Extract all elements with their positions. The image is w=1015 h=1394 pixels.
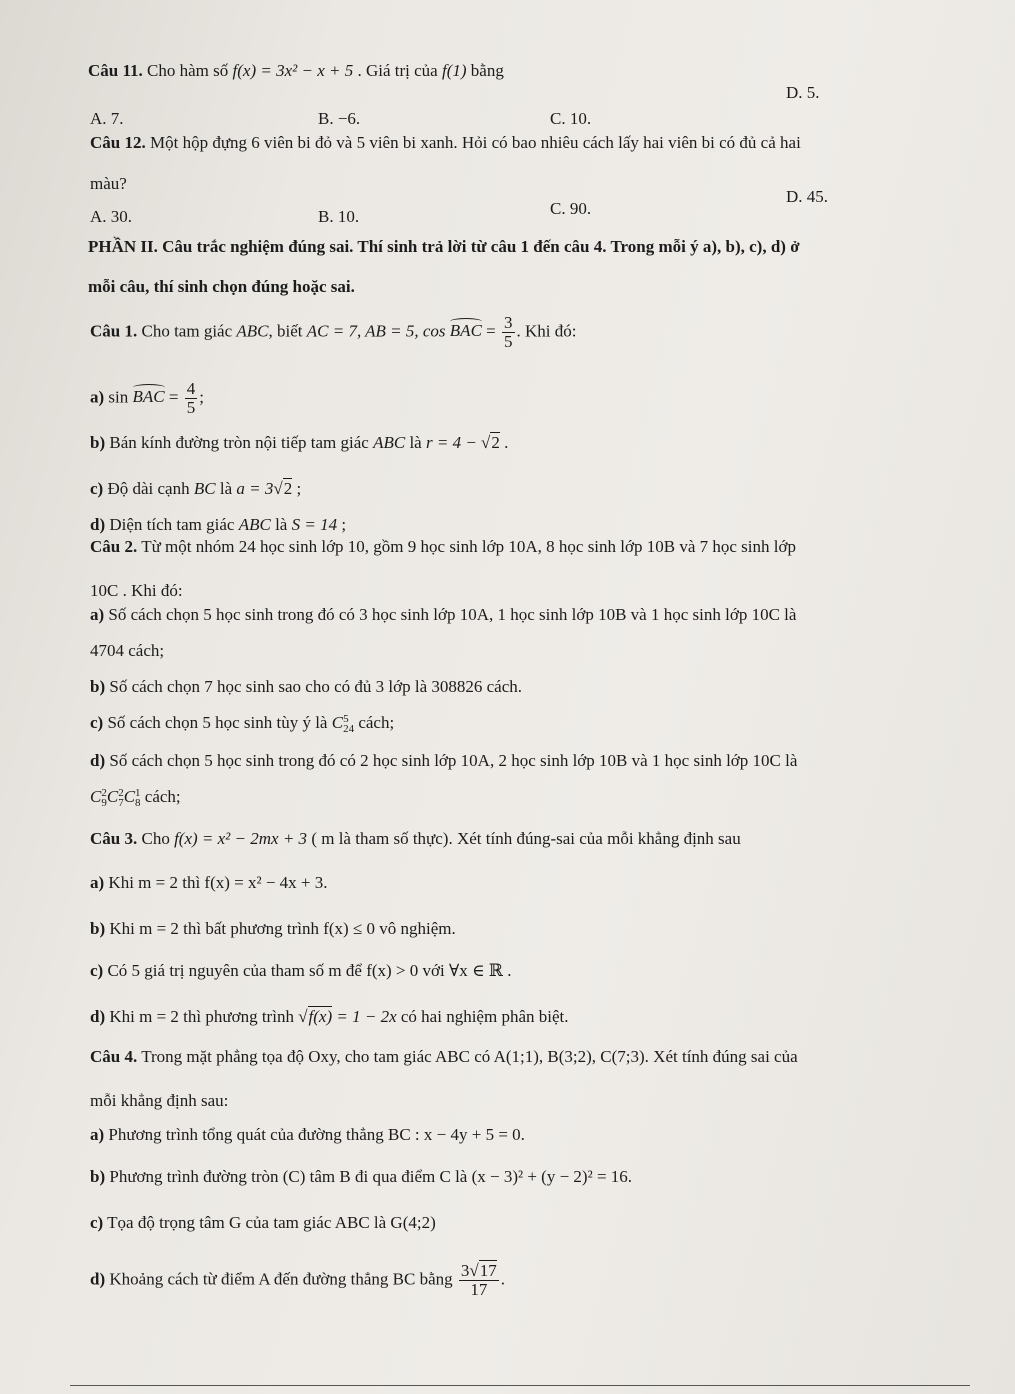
page-bottom-rule (70, 1385, 970, 1386)
p2q1-stem: Câu 1. Cho tam giác ABC, biết AC = 7, AB = 5, cos BAC = $\frac{3}{5}$ . Khi đó: (90, 313, 577, 351)
q12-option-d[interactable]: D. 45. (786, 187, 829, 206)
q11-option-d[interactable]: D. 5. (786, 83, 820, 102)
p2q2-item-a[interactable]: a) Số cách chọn 5 học sinh trong đó có 3 học sinh lớp 10A, 1 học sinh lớp 10B và 1 học sinh lớp 10C là (90, 605, 797, 624)
p2q2-stem-cont: 10C . Khi đó: (90, 581, 183, 600)
p2q2-item-d[interactable]: d) Số cách chọn 5 học sinh trong đó có 2 học sinh lớp 10A, 2 học sinh lớp 10B và 1 học sinh lớp 10C là (90, 751, 798, 770)
q12-option-a[interactable]: A. 30. (90, 207, 133, 226)
p2q4-stem-cont: mỗi khẳng định sau: (90, 1091, 229, 1110)
p2q4-item-c[interactable]: c) Tọa độ trọng tâm G của tam giác ABC là G(4;2) (90, 1213, 436, 1232)
q11-option-a[interactable]: A. 7. (90, 109, 124, 128)
q11-option-c[interactable]: C. 10. (550, 109, 592, 128)
q11-label: Câu 11. (88, 61, 143, 80)
p2q3-item-d[interactable]: d) Khi m = 2 thì phương trình √f(x) = 1 − 2x có hai nghiệm phân biệt. (90, 1007, 569, 1026)
part2-heading: PHẦN II. Câu trắc nghiệm đúng sai. Thí sinh trả lời từ câu 1 đến câu 4. Trong mỗi ý a), b), c), d) ở (88, 237, 800, 256)
p2q1-item-c[interactable]: c) Độ dài cạnh BC là a = 3√2 ; (90, 479, 302, 498)
q12-option-c[interactable]: C. 90. (550, 199, 592, 218)
q12-label: Câu 12. (90, 133, 146, 152)
q12-stem: Câu 12. Một hộp đựng 6 viên bi đỏ và 5 viên bi xanh. Hỏi có bao nhiêu cách lấy hai viên bi có đủ cả hai (90, 133, 801, 152)
p2q1-item-a[interactable]: a) sin BAC = $\frac{4}{5}$ ; (90, 379, 204, 417)
p2q4-stem: Câu 4. Trong mặt phẳng tọa độ Oxy, cho tam giác ABC có A(1;1), B(3;2), C(7;3). Xét tính đúng sai của (90, 1047, 798, 1066)
p2q2-item-d-cont: C 2 9 C 2 7 C 1 8 cách; (90, 787, 181, 810)
p2q2-item-c[interactable]: c) Số cách chọn 5 học sinh tùy ý là C 5 24 cách; (90, 713, 395, 736)
p2q4-item-b[interactable]: b) Phương trình đường tròn (C) tâm B đi qua điểm C là (x − 3)² + (y − 2)² = 16. (90, 1167, 633, 1186)
p2q3-item-c[interactable]: c) Có 5 giá trị nguyên của tham số m để f(x) > 0 với ∀x ∈ ℝ . (90, 961, 512, 980)
q11-stem: Câu 11. Cho hàm số f(x) = 3x² − x + 5 . Giá trị của f(1) bằng (88, 61, 504, 80)
p2q3-stem: Câu 3. Cho f(x) = x² − 2mx + 3 ( m là tham số thực). Xét tính đúng-sai của mỗi khẳng định sau (90, 829, 741, 848)
q12-option-b[interactable]: B. 10. (318, 207, 360, 226)
p2q3-item-b[interactable]: b) Khi m = 2 thì bất phương trình f(x) ≤ 0 vô nghiệm. (90, 919, 456, 938)
q12-stem-cont: màu? (90, 174, 127, 193)
p2q3-item-a[interactable]: a) Khi m = 2 thì f(x) = x² − 4x + 3. (90, 873, 328, 892)
p2q4-item-a[interactable]: a) Phương trình tổng quát của đường thẳng BC : x − 4y + 5 = 0. (90, 1125, 525, 1144)
part2-heading-cont: mỗi câu, thí sinh chọn đúng hoặc sai. (88, 277, 355, 296)
p2q1-item-d[interactable]: d) Diện tích tam giác ABC là S = 14 ; (90, 515, 347, 534)
p2q2-item-b[interactable]: b) Số cách chọn 7 học sinh sao cho có đủ 3 lớp là 308826 cách. (90, 677, 523, 696)
q11-option-b[interactable]: B. −6. (318, 109, 361, 128)
p2q2-item-a-cont: 4704 cách; (90, 641, 165, 660)
p2q4-item-d[interactable]: d) Khoảng cách từ điểm A đến đường thẳng BC bằng $\frac{3√17}{17}$ . (90, 1261, 505, 1299)
p2q2-stem: Câu 2. Từ một nhóm 24 học sinh lớp 10, gồm 9 học sinh lớp 10A, 8 học sinh lớp 10B và 7 học sinh lớp (90, 537, 796, 556)
p2q1-item-b[interactable]: b) Bán kính đường tròn nội tiếp tam giác ABC là r = 4 − √2 . (90, 433, 509, 452)
